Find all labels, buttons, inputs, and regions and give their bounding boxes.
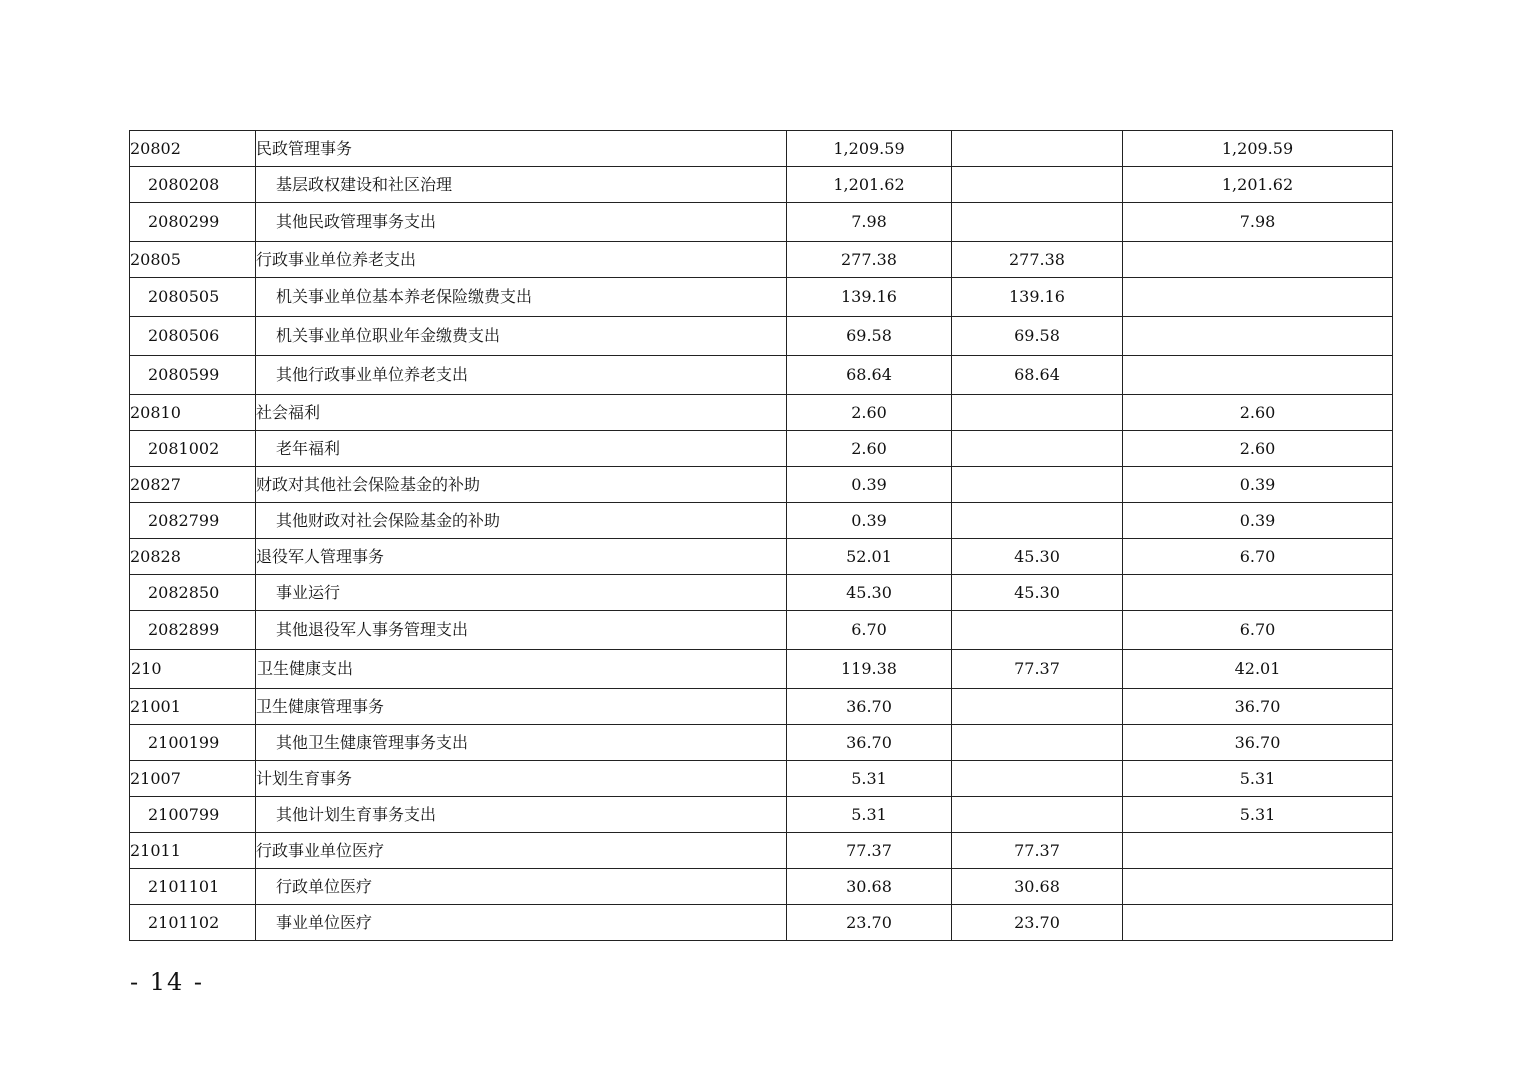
basic-expenditure-cell: 69.58: [952, 317, 1123, 356]
subject-code-cell: 2080299: [130, 203, 256, 242]
subject-name-cell: 事业单位医疗: [256, 905, 787, 941]
total-amount-cell: 1,201.62: [787, 167, 952, 203]
subject-code-cell: 20828: [130, 539, 256, 575]
project-expenditure-cell: 5.31: [1123, 797, 1393, 833]
subject-code-cell: 21001: [130, 689, 256, 725]
table-row: [130, 539, 1393, 575]
project-expenditure-cell: [1123, 242, 1393, 278]
total-amount-cell: 7.98: [787, 203, 952, 242]
basic-expenditure-cell: [952, 761, 1123, 797]
project-expenditure-cell: [1123, 869, 1393, 905]
subject-name-cell: 其他财政对社会保险基金的补助: [256, 503, 787, 539]
project-expenditure-cell: [1123, 317, 1393, 356]
basic-expenditure-cell: [952, 431, 1123, 467]
project-expenditure-cell: 0.39: [1123, 467, 1393, 503]
total-amount-cell: 69.58: [787, 317, 952, 356]
total-amount-cell: 52.01: [787, 539, 952, 575]
subject-name-cell: 机关事业单位职业年金缴费支出: [256, 317, 787, 356]
subject-name-cell: 社会福利: [256, 395, 787, 431]
budget-table-body: [130, 131, 1393, 941]
basic-expenditure-cell: 139.16: [952, 278, 1123, 317]
subject-name-cell: 其他卫生健康管理事务支出: [256, 725, 787, 761]
project-expenditure-cell: 36.70: [1123, 689, 1393, 725]
basic-expenditure-cell: [952, 167, 1123, 203]
table-row: [130, 242, 1393, 278]
table-row: [130, 167, 1393, 203]
project-expenditure-cell: 0.39: [1123, 503, 1393, 539]
table-row: [130, 905, 1393, 941]
project-expenditure-cell: [1123, 833, 1393, 869]
subject-code-cell: 21011: [130, 833, 256, 869]
basic-expenditure-cell: [952, 797, 1123, 833]
subject-code-cell: 2101102: [130, 905, 256, 941]
subject-code-cell: 2101101: [130, 869, 256, 905]
basic-expenditure-cell: 77.37: [952, 650, 1123, 689]
subject-code-cell: 20805: [130, 242, 256, 278]
table-row: [130, 689, 1393, 725]
project-expenditure-cell: 1,201.62: [1123, 167, 1393, 203]
project-expenditure-cell: 42.01: [1123, 650, 1393, 689]
table-row: [130, 467, 1393, 503]
table-row: [130, 395, 1393, 431]
table-row: [130, 611, 1393, 650]
subject-name-cell: 行政事业单位医疗: [256, 833, 787, 869]
subject-code-cell: 2082899: [130, 611, 256, 650]
basic-expenditure-cell: [952, 467, 1123, 503]
project-expenditure-cell: [1123, 575, 1393, 611]
table-row: [130, 278, 1393, 317]
total-amount-cell: 36.70: [787, 689, 952, 725]
table-row: [130, 833, 1393, 869]
table-row: [130, 761, 1393, 797]
basic-expenditure-cell: [952, 131, 1123, 167]
subject-name-cell: 其他退役军人事务管理支出: [256, 611, 787, 650]
subject-code-cell: 2100799: [130, 797, 256, 833]
subject-name-cell: 卫生健康支出: [256, 650, 787, 689]
basic-expenditure-cell: [952, 203, 1123, 242]
project-expenditure-cell: 2.60: [1123, 395, 1393, 431]
table-row: [130, 317, 1393, 356]
table-row: [130, 650, 1393, 689]
subject-name-cell: 其他计划生育事务支出: [256, 797, 787, 833]
table-row: [130, 869, 1393, 905]
subject-code-cell: 2080505: [130, 278, 256, 317]
subject-name-cell: 卫生健康管理事务: [256, 689, 787, 725]
subject-name-cell: 退役军人管理事务: [256, 539, 787, 575]
subject-code-cell: 21007: [130, 761, 256, 797]
subject-name-cell: 民政管理事务: [256, 131, 787, 167]
basic-expenditure-cell: [952, 503, 1123, 539]
total-amount-cell: 45.30: [787, 575, 952, 611]
basic-expenditure-cell: [952, 689, 1123, 725]
table-row: [130, 431, 1393, 467]
subject-code-cell: 2082799: [130, 503, 256, 539]
project-expenditure-cell: 6.70: [1123, 539, 1393, 575]
total-amount-cell: 1,209.59: [787, 131, 952, 167]
subject-code-cell: 2080208: [130, 167, 256, 203]
subject-name-cell: 机关事业单位基本养老保险缴费支出: [256, 278, 787, 317]
table-row: [130, 356, 1393, 395]
project-expenditure-cell: 5.31: [1123, 761, 1393, 797]
total-amount-cell: 277.38: [787, 242, 952, 278]
basic-expenditure-cell: [952, 395, 1123, 431]
basic-expenditure-cell: 23.70: [952, 905, 1123, 941]
project-expenditure-cell: 36.70: [1123, 725, 1393, 761]
project-expenditure-cell: 1,209.59: [1123, 131, 1393, 167]
subject-name-cell: 行政单位医疗: [256, 869, 787, 905]
subject-code-cell: 2081002: [130, 431, 256, 467]
subject-code-cell: 2082850: [130, 575, 256, 611]
basic-expenditure-cell: 45.30: [952, 575, 1123, 611]
project-expenditure-cell: [1123, 278, 1393, 317]
total-amount-cell: 119.38: [787, 650, 952, 689]
table-row: [130, 797, 1393, 833]
budget-table: [129, 130, 1393, 941]
subject-name-cell: 其他民政管理事务支出: [256, 203, 787, 242]
subject-name-cell: 老年福利: [256, 431, 787, 467]
total-amount-cell: 30.68: [787, 869, 952, 905]
page-number: - 14 -: [130, 968, 205, 996]
total-amount-cell: 68.64: [787, 356, 952, 395]
basic-expenditure-cell: 77.37: [952, 833, 1123, 869]
subject-name-cell: 行政事业单位养老支出: [256, 242, 787, 278]
subject-code-cell: 20827: [130, 467, 256, 503]
subject-code-cell: 2080599: [130, 356, 256, 395]
total-amount-cell: 23.70: [787, 905, 952, 941]
subject-name-cell: 事业运行: [256, 575, 787, 611]
basic-expenditure-cell: 45.30: [952, 539, 1123, 575]
table-row: [130, 203, 1393, 242]
total-amount-cell: 2.60: [787, 431, 952, 467]
subject-name-cell: 财政对其他社会保险基金的补助: [256, 467, 787, 503]
subject-code-cell: 2080506: [130, 317, 256, 356]
subject-code-cell: 20810: [130, 395, 256, 431]
project-expenditure-cell: 2.60: [1123, 431, 1393, 467]
basic-expenditure-cell: 30.68: [952, 869, 1123, 905]
project-expenditure-cell: 6.70: [1123, 611, 1393, 650]
table-row: [130, 575, 1393, 611]
total-amount-cell: 0.39: [787, 503, 952, 539]
basic-expenditure-cell: 68.64: [952, 356, 1123, 395]
total-amount-cell: 5.31: [787, 761, 952, 797]
total-amount-cell: 139.16: [787, 278, 952, 317]
table-row: [130, 503, 1393, 539]
total-amount-cell: 77.37: [787, 833, 952, 869]
table-row: [130, 725, 1393, 761]
subject-code-cell: 20802: [130, 131, 256, 167]
total-amount-cell: 36.70: [787, 725, 952, 761]
basic-expenditure-cell: [952, 611, 1123, 650]
total-amount-cell: 2.60: [787, 395, 952, 431]
total-amount-cell: 6.70: [787, 611, 952, 650]
total-amount-cell: 5.31: [787, 797, 952, 833]
subject-name-cell: 计划生育事务: [256, 761, 787, 797]
subject-code-cell: 2100199: [130, 725, 256, 761]
total-amount-cell: 0.39: [787, 467, 952, 503]
project-expenditure-cell: [1123, 905, 1393, 941]
basic-expenditure-cell: 277.38: [952, 242, 1123, 278]
subject-name-cell: 其他行政事业单位养老支出: [256, 356, 787, 395]
project-expenditure-cell: [1123, 356, 1393, 395]
subject-code-cell: 210: [130, 650, 256, 689]
table-row: [130, 131, 1393, 167]
basic-expenditure-cell: [952, 725, 1123, 761]
project-expenditure-cell: 7.98: [1123, 203, 1393, 242]
subject-name-cell: 基层政权建设和社区治理: [256, 167, 787, 203]
